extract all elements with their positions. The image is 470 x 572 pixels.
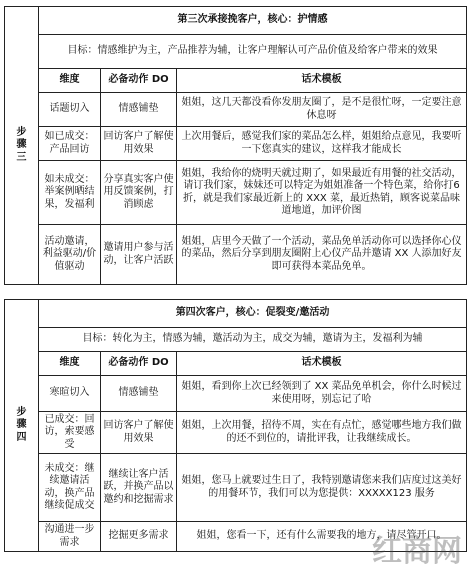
table-row <box>5 454 467 522</box>
row-dimension: 已成交：回访，索要感受 <box>39 412 101 454</box>
section-four-title: 第四次客户，核心：促裂变/邀活动 <box>39 300 467 328</box>
table-row <box>5 225 467 285</box>
section-three-title: 第三次承接挽客户，核心：护情感 <box>39 7 467 35</box>
row-dimension: 话题切入 <box>39 93 101 127</box>
table-row <box>5 93 467 127</box>
table-row <box>5 161 467 225</box>
row-script: 姐姐，我给你的烧明天就过期了，如果最近有用餐的社交活动，请订我们家，妹妹还可以特定为姐姐准备一个特色菜，给你打6折，就是我们家最近新上的 XXX 菜，最近热销，顾客说菜品味道地道，加评价图 <box>177 161 467 225</box>
row-script: 姐姐，您看一下，还有什么需要我的地方，请尽管开口。 <box>177 522 467 552</box>
step-three-text: 步骤三 <box>16 126 27 163</box>
row-dimension: 沟通进一步需求 <box>39 522 101 552</box>
row-action: 邀请用户参与活动，让客户活跃 <box>101 225 177 285</box>
header-script: 话术模板 <box>177 69 467 93</box>
table-row <box>5 412 467 454</box>
row-script: 姐姐，您马上就要过生日了，我特别邀请您来我们店度过这美好的用餐环节，我们可以为您提供：XXXXX123 服务 <box>177 454 467 522</box>
row-action: 分享真实客户使用反馈案例，打消顾虑 <box>101 161 177 225</box>
row-script: 姐姐，店里今天做了一个活动，菜品免单活动你可以选择你心仪的菜品，然后分享到朋友圈附上心仪产品并邀请 XX 人添加好友即可获得本菜品免单。 <box>177 225 467 285</box>
row-dimension: 未成交：继续邀请活动，换产品继续促成交 <box>39 454 101 522</box>
section-four-goal: 目标：转化为主，情感为辅，邀活动为主，成交为辅，邀请为主，发福利为辅 <box>39 328 467 352</box>
header-dimension: 维度 <box>39 352 101 376</box>
script-table <box>4 6 467 552</box>
step-four-label <box>5 300 39 552</box>
section-three-goal: 目标：情感维护为主，产品推荐为辅，让客户理解认可产品价值及给客户带来的效果 <box>39 35 467 69</box>
row-dimension: 如已成交：产品回访 <box>39 127 101 161</box>
row-script: 姐姐，看到你上次已经领到了 XX 菜品免单机会，你什么时候过来使用呀，别忘记了哈 <box>177 376 467 412</box>
row-action: 回访客户了解使用效果 <box>101 127 177 161</box>
row-dimension: 如未成交：举案例晒结果，发福利 <box>39 161 101 225</box>
step-four-text: 步骤四 <box>16 406 27 443</box>
row-script: 姐姐，上次用餐，招待不周，实在有点忙，感觉哪些地方我们做的还不到位的，请批评我，让我继续成长。 <box>177 412 467 454</box>
section-divider <box>5 285 467 300</box>
table-row <box>5 127 467 161</box>
row-action: 回访客户了解使用效果 <box>101 412 177 454</box>
watermark-logo: 红商网 <box>372 534 462 569</box>
row-script: 上次用餐后，感觉我们家的菜品怎么样，姐姐给点意见，我要听一下您真实的建议，这样我才能成长 <box>177 127 467 161</box>
row-script: 姐姐，这几天都没看你发朋友圈了，是不是很忙呀，一定要注意休息呀 <box>177 93 467 127</box>
header-action: 必备动作 DO <box>101 352 177 376</box>
row-dimension: 寒暄切入 <box>39 376 101 412</box>
row-action: 继续让客户活跃，并换产品以邀约和挖掘需求 <box>101 454 177 522</box>
header-action: 必备动作 DO <box>101 69 177 93</box>
step-three-label <box>5 7 39 285</box>
header-dimension: 维度 <box>39 69 101 93</box>
row-action: 情感铺垫 <box>101 93 177 127</box>
row-dimension: 活动邀请，利益驱动/价值驱动 <box>39 225 101 285</box>
row-action: 情感铺垫 <box>101 376 177 412</box>
table-row <box>5 376 467 412</box>
row-action: 挖掘更多需求 <box>101 522 177 552</box>
header-script: 话术模板 <box>177 352 467 376</box>
